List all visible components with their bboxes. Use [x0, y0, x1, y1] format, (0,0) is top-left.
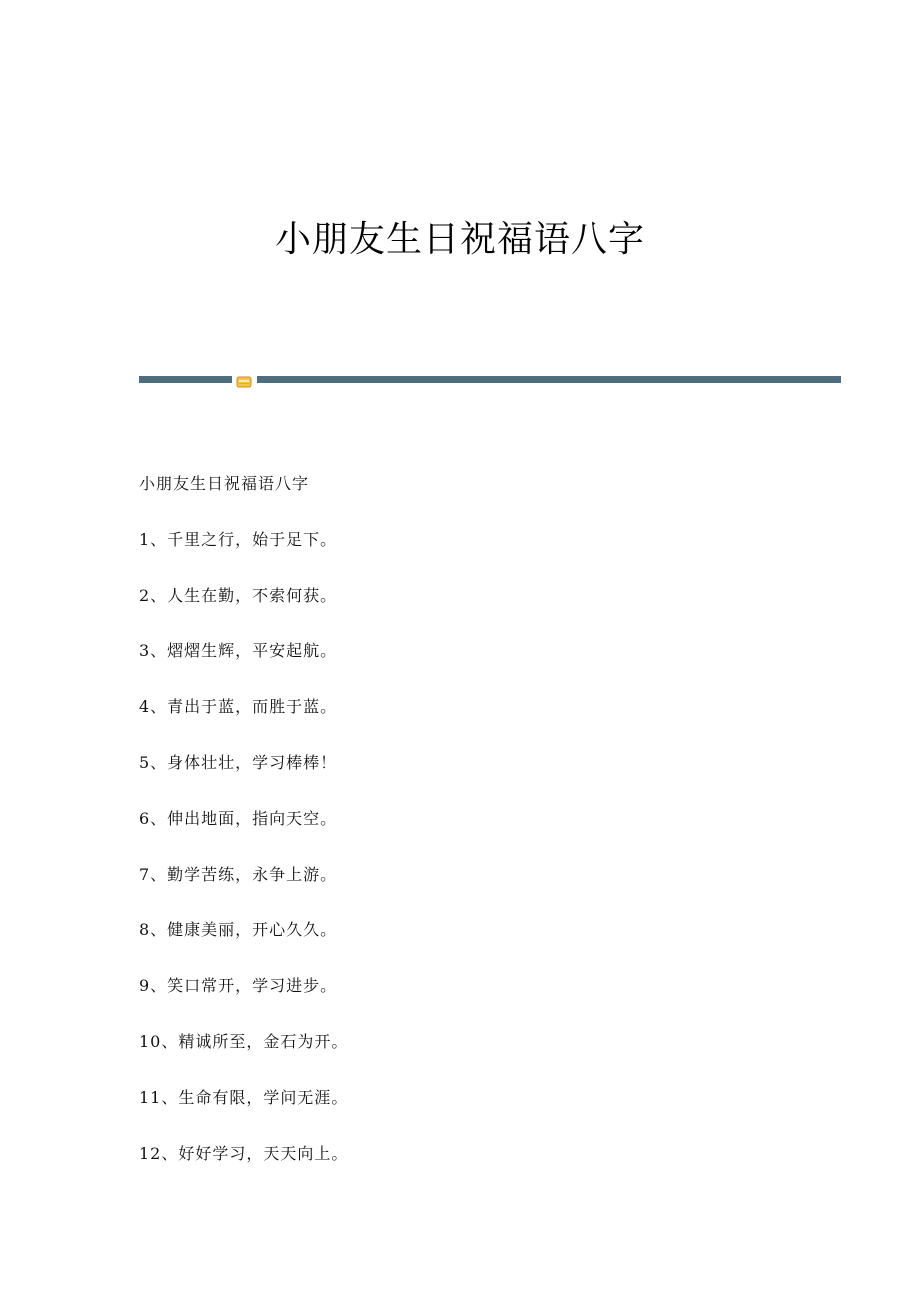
list-item: 6、伸出地面，指向天空。	[139, 808, 338, 828]
list-item: 2、人生在勤，不索何获。	[139, 585, 338, 605]
divider-bar-left	[139, 376, 232, 383]
list-item: 7、勤学苦练，永争上游。	[139, 864, 338, 884]
list-item: 10、精诚所至，金石为开。	[139, 1031, 349, 1051]
list-item: 9、笑口常开，学习进步。	[139, 976, 338, 996]
list-item: 1、千里之行，始于足下。	[139, 529, 338, 549]
list-item: 3、熠熠生辉，平安起航。	[139, 641, 338, 661]
list-item: 5、身体壮壮，学习棒棒！	[139, 752, 338, 772]
body-subtitle: 小朋友生日祝福语八字	[139, 474, 310, 493]
document-body	[139, 470, 839, 1195]
list-item: 8、健康美丽，开心久久。	[139, 920, 338, 940]
ornament-icon	[236, 373, 252, 385]
title-divider	[139, 372, 841, 386]
list-item: 11、生命有限，学问无涯。	[139, 1087, 349, 1107]
list-item: 12、好好学习，天天向上。	[139, 1143, 349, 1163]
list-item: 4、青出于蓝，而胜于蓝。	[139, 697, 338, 717]
divider-bar-right	[257, 376, 841, 383]
page-title: 小朋友生日祝福语八字	[274, 219, 645, 260]
